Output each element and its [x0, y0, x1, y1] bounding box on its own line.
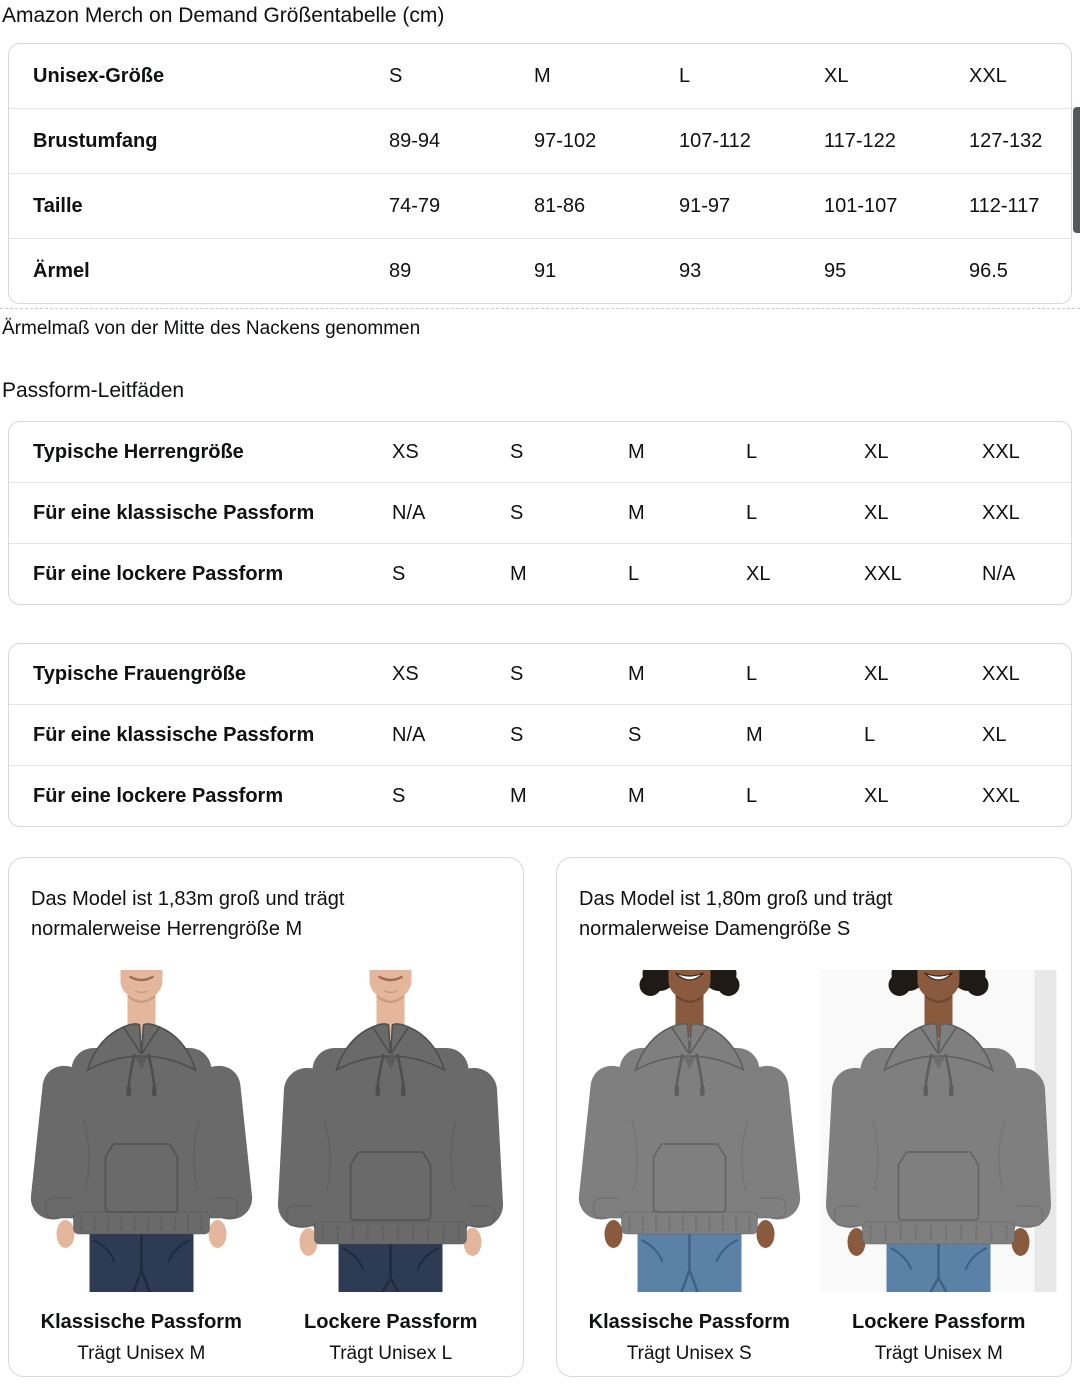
table-cell: 112-117: [969, 194, 1040, 217]
photo-column: [817, 970, 1062, 1366]
table-cell: M: [628, 501, 645, 524]
photo-column: [19, 970, 264, 1366]
table-cell: M: [746, 723, 763, 746]
model-photo: [817, 970, 1060, 1292]
fit-size-label: Trägt Unisex L: [329, 1343, 453, 1364]
table-cell: L: [746, 662, 758, 685]
model-photo-svg: [20, 970, 263, 1292]
fit-example-cards: [8, 857, 1072, 1377]
fit-size-label: Trägt Unisex M: [874, 1343, 1003, 1364]
table-header-row: [9, 44, 1071, 108]
kangaroo-pocket: [653, 1144, 725, 1212]
fit-label: Lockere Passform: [304, 1311, 478, 1333]
table-cell: XS: [392, 440, 419, 463]
table-cell: N/A: [392, 501, 426, 524]
dashed-divider: [0, 308, 1080, 309]
mens-photos-row: [19, 970, 513, 1366]
row-label: Taille: [33, 194, 83, 217]
table-cell: L: [679, 64, 691, 87]
table-cell: XL: [746, 562, 771, 585]
row-label: Für eine lockere Passform: [33, 562, 284, 585]
fit-label: Lockere Passform: [852, 1311, 1026, 1333]
table-cell: XL: [864, 784, 889, 807]
table-cell: XXL: [982, 440, 1020, 463]
table-cell: XXL: [864, 562, 902, 585]
model-photo: [20, 970, 263, 1292]
table-cell: S: [510, 723, 524, 746]
table-cell: M: [628, 662, 645, 685]
table-header-row: [9, 644, 1071, 704]
unisex-size-table: [8, 43, 1072, 304]
table-cell: L: [628, 562, 640, 585]
table-row: [9, 482, 1071, 543]
fit-guides-heading: Passform-Leitfäden: [2, 379, 185, 402]
row-label: Typische Frauengröße: [33, 662, 247, 685]
size-chart-page: [0, 3, 1080, 1377]
table-cell: 89: [389, 259, 412, 282]
table-cell: XL: [864, 440, 889, 463]
table-cell: 127-132: [969, 129, 1043, 152]
table-cell: 91: [534, 259, 557, 282]
table-cell: 96.5: [969, 259, 1008, 282]
model-photo-svg: [269, 970, 512, 1292]
model-photo: [269, 970, 512, 1292]
womens-model-description: Das Model ist 1,80m groß und trägt normalerweise Damengröße S: [579, 888, 893, 940]
table-row: [9, 704, 1071, 765]
model-photo: [568, 970, 811, 1292]
table-cell: XXL: [982, 501, 1020, 524]
table-cell: XXL: [982, 784, 1020, 807]
table-cell: 107-112: [679, 129, 751, 152]
model-photo-svg: [817, 970, 1060, 1292]
mens-fit-table: [8, 421, 1072, 605]
table-row: [9, 108, 1071, 173]
table-cell: XXL: [982, 662, 1020, 685]
table-cell: 117-122: [824, 129, 896, 152]
table-row: [9, 238, 1071, 303]
row-label: Brustumfang: [33, 129, 158, 152]
table-cell: 101-107: [824, 194, 898, 217]
table-cell: 81-86: [534, 194, 586, 217]
table-cell: S: [389, 64, 403, 87]
table-cell: L: [746, 440, 758, 463]
table-cell: XXL: [969, 64, 1007, 87]
table-cell: L: [746, 501, 758, 524]
table-cell: 89-94: [389, 129, 441, 152]
table-cell: 97-102: [534, 129, 597, 152]
womens-fit-card: [556, 857, 1072, 1377]
page-title: Amazon Merch on Demand Größentabelle (cm): [2, 4, 445, 27]
row-label: Typische Herrengröße: [33, 440, 244, 463]
table-cell: S: [510, 501, 524, 524]
table-cell: 74-79: [389, 194, 441, 217]
row-label: Für eine klassische Passform: [33, 723, 315, 746]
table-cell: XS: [392, 662, 419, 685]
row-label: Für eine klassische Passform: [33, 501, 315, 524]
kangaroo-pocket: [351, 1152, 431, 1220]
row-label: Unisex-Größe: [33, 64, 165, 87]
table-cell: XL: [864, 662, 889, 685]
fit-label: Klassische Passform: [588, 1311, 790, 1333]
row-label: Für eine lockere Passform: [33, 784, 284, 807]
table-cell: M: [534, 64, 551, 87]
model-photo-svg: [568, 970, 811, 1292]
table-row: [9, 173, 1071, 238]
table-cell: 95: [824, 259, 847, 282]
table-cell: S: [510, 662, 524, 685]
table-cell: S: [392, 562, 406, 585]
table-cell: S: [628, 723, 642, 746]
table-cell: 91-97: [679, 194, 731, 217]
fit-size-label: Trägt Unisex M: [77, 1343, 206, 1364]
table-cell: M: [628, 440, 645, 463]
table-cell: XL: [864, 501, 889, 524]
photo-column: [269, 970, 514, 1366]
fit-label: Klassische Passform: [40, 1311, 242, 1333]
table-cell: 93: [679, 259, 702, 282]
row-label: Ärmel: [33, 259, 90, 282]
table-cell: S: [510, 440, 524, 463]
table-row: [9, 765, 1071, 826]
table-cell: N/A: [392, 723, 426, 746]
table-row: [9, 543, 1071, 604]
kangaroo-pocket: [105, 1144, 177, 1212]
jeans: [637, 1226, 741, 1292]
table-cell: M: [510, 784, 527, 807]
sleeve-note: Ärmelmaß von der Mitte des Nackens genommen: [2, 318, 421, 339]
kangaroo-pocket: [899, 1152, 979, 1220]
table-cell: M: [510, 562, 527, 585]
table-cell: S: [392, 784, 406, 807]
table-cell: XL: [824, 64, 849, 87]
table-header-row: [9, 422, 1071, 482]
table-cell: L: [864, 723, 876, 746]
womens-fit-table: [8, 643, 1072, 827]
womens-photos-row: [567, 970, 1061, 1366]
photo-column: [567, 970, 812, 1366]
table-cell: M: [628, 784, 645, 807]
table-scrollbar[interactable]: [1073, 107, 1080, 233]
fit-size-label: Trägt Unisex S: [626, 1343, 752, 1364]
table-cell: N/A: [982, 562, 1016, 585]
mens-model-description: Das Model ist 1,83m groß und trägt normalerweise Herrengröße M: [31, 888, 345, 940]
mens-fit-card: [8, 857, 524, 1377]
jeans: [89, 1226, 193, 1292]
table-cell: L: [746, 784, 758, 807]
table-cell: XL: [982, 723, 1007, 746]
